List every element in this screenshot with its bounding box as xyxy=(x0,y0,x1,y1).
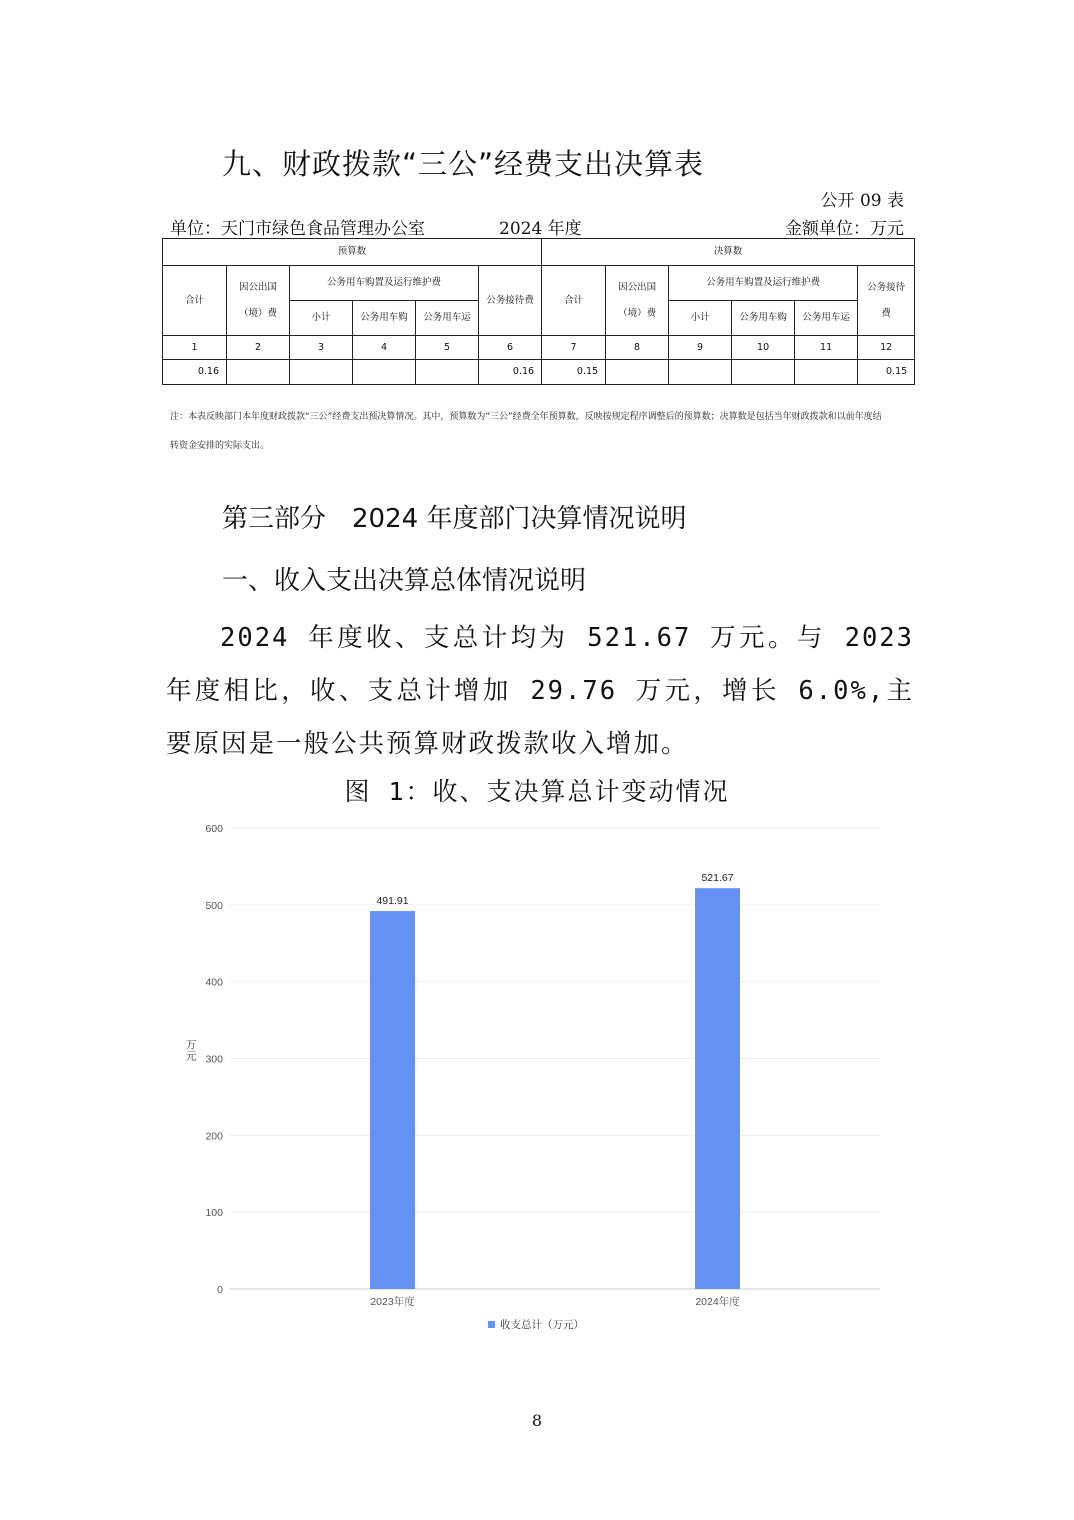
reception-final-l2: 费 xyxy=(881,308,891,320)
three-public-expense-table xyxy=(162,238,915,385)
header-vehicle-group-final: 公务用车购置及运行维护费 xyxy=(669,266,858,301)
unit-label: 单位：天门市绿色食品管理办公室 xyxy=(170,219,425,239)
header-vehicle-buy-final: 公务用车购 xyxy=(732,301,795,336)
y-tick-label: 600 xyxy=(205,823,223,835)
col-number: 5 xyxy=(416,336,479,360)
value-cell xyxy=(227,360,290,385)
y-tick-label: 0 xyxy=(217,1284,223,1296)
col-number: 9 xyxy=(669,336,732,360)
bar xyxy=(695,888,740,1289)
year-label: 2024 年度 xyxy=(499,219,582,239)
summary-text: 2024 年度收、支总计均为 521.67 万元。与 2023 年度相比，收、支总计增加 29.76 万元，增长 6.0%,主要原因是一般公共预算财政拨款收入增加。 xyxy=(166,623,914,759)
header-total-final: 合计 xyxy=(542,266,606,336)
amount-unit: 金额单位：万元 xyxy=(785,219,904,239)
col-number: 12 xyxy=(858,336,915,360)
value-cell xyxy=(290,360,353,385)
bar-value-label: 491.91 xyxy=(376,895,409,908)
bar xyxy=(370,911,415,1289)
header-vehicle-group: 公务用车购置及运行维护费 xyxy=(290,266,479,301)
header-vehicle-run: 公务用车运 xyxy=(416,301,479,336)
header-reception-final xyxy=(858,266,915,336)
header-abroad-final xyxy=(606,266,669,336)
legend-label: 收支总计（万元） xyxy=(500,1319,584,1331)
y-tick-label: 400 xyxy=(205,976,223,989)
part-three-heading xyxy=(222,498,686,535)
value-cell: 0.15 xyxy=(542,360,606,385)
header-reception: 公务接待费 xyxy=(479,266,542,336)
table-note xyxy=(170,403,910,461)
section-title: 九、财政拨款“三公”经费支出决算表 xyxy=(222,147,705,181)
value-cell: 0.16 xyxy=(163,360,227,385)
value-cell: 0.15 xyxy=(858,360,915,385)
page-number: 8 xyxy=(531,1411,543,1430)
abroad-l1: 因公出国 xyxy=(238,281,277,293)
col-number: 4 xyxy=(353,336,416,360)
subsection-heading: 一、收入支出决算总体情况说明 xyxy=(222,566,587,596)
value-cell xyxy=(606,360,669,385)
col-number: 10 xyxy=(732,336,795,360)
value-cell xyxy=(416,360,479,385)
header-total: 合计 xyxy=(163,266,227,336)
header-budget: 预算数 xyxy=(163,239,542,266)
col-number: 6 xyxy=(479,336,542,360)
value-cell xyxy=(669,360,732,385)
col-number: 8 xyxy=(606,336,669,360)
part-three-prefix: 第三部分 xyxy=(222,504,327,534)
col-number: 7 xyxy=(542,336,606,360)
header-abroad xyxy=(227,266,290,336)
y-tick-label: 500 xyxy=(205,899,223,912)
value-cell xyxy=(732,360,795,385)
y-tick-label: 200 xyxy=(205,1130,223,1143)
bar-value-label: 521.67 xyxy=(701,872,734,885)
y-tick-label: 100 xyxy=(205,1207,223,1220)
abroad-final-l1: 因公出国 xyxy=(618,281,657,293)
y-axis-label: 万元 xyxy=(184,1039,196,1061)
x-tick-label: 2024年度 xyxy=(695,1296,740,1308)
note-line-2: 转资金安排的实际支出。 xyxy=(170,441,270,451)
header-vehicle-buy: 公务用车购 xyxy=(353,301,416,336)
header-vehicle-run-final: 公务用车运 xyxy=(795,301,858,336)
form-code: 公开 09 表 xyxy=(820,191,904,211)
header-final: 决算数 xyxy=(542,239,915,266)
bar-chart xyxy=(160,810,900,1350)
x-tick-label: 2023年度 xyxy=(370,1296,415,1308)
col-number: 2 xyxy=(227,336,290,360)
y-tick-label: 300 xyxy=(205,1053,223,1066)
figure-caption: 图 1：收、支决算总计变动情况 xyxy=(344,777,730,806)
value-cell: 0.16 xyxy=(479,360,542,385)
reception-final-l1: 公务接待 xyxy=(867,281,906,293)
col-number: 1 xyxy=(163,336,227,360)
col-number: 3 xyxy=(290,336,353,360)
value-cell xyxy=(795,360,858,385)
summary-paragraph xyxy=(166,612,914,771)
header-subtotal: 小计 xyxy=(290,301,353,336)
part-three-title: 2024 年度部门决算情况说明 xyxy=(352,504,687,534)
abroad-l2: （境）费 xyxy=(238,308,277,320)
note-line-1: 注：本表反映部门本年度财政拨款“三公”经费支出预决算情况。其中，预算数为“三公”经费全年预算数，反映按规定程序调整后的预算数；决算数是包括当年财政拨款和以前年度结 xyxy=(170,412,882,422)
header-subtotal-final: 小计 xyxy=(669,301,732,336)
abroad-final-l2: （境）费 xyxy=(618,308,657,320)
col-number: 11 xyxy=(795,336,858,360)
legend-swatch xyxy=(488,1321,495,1328)
value-cell xyxy=(353,360,416,385)
